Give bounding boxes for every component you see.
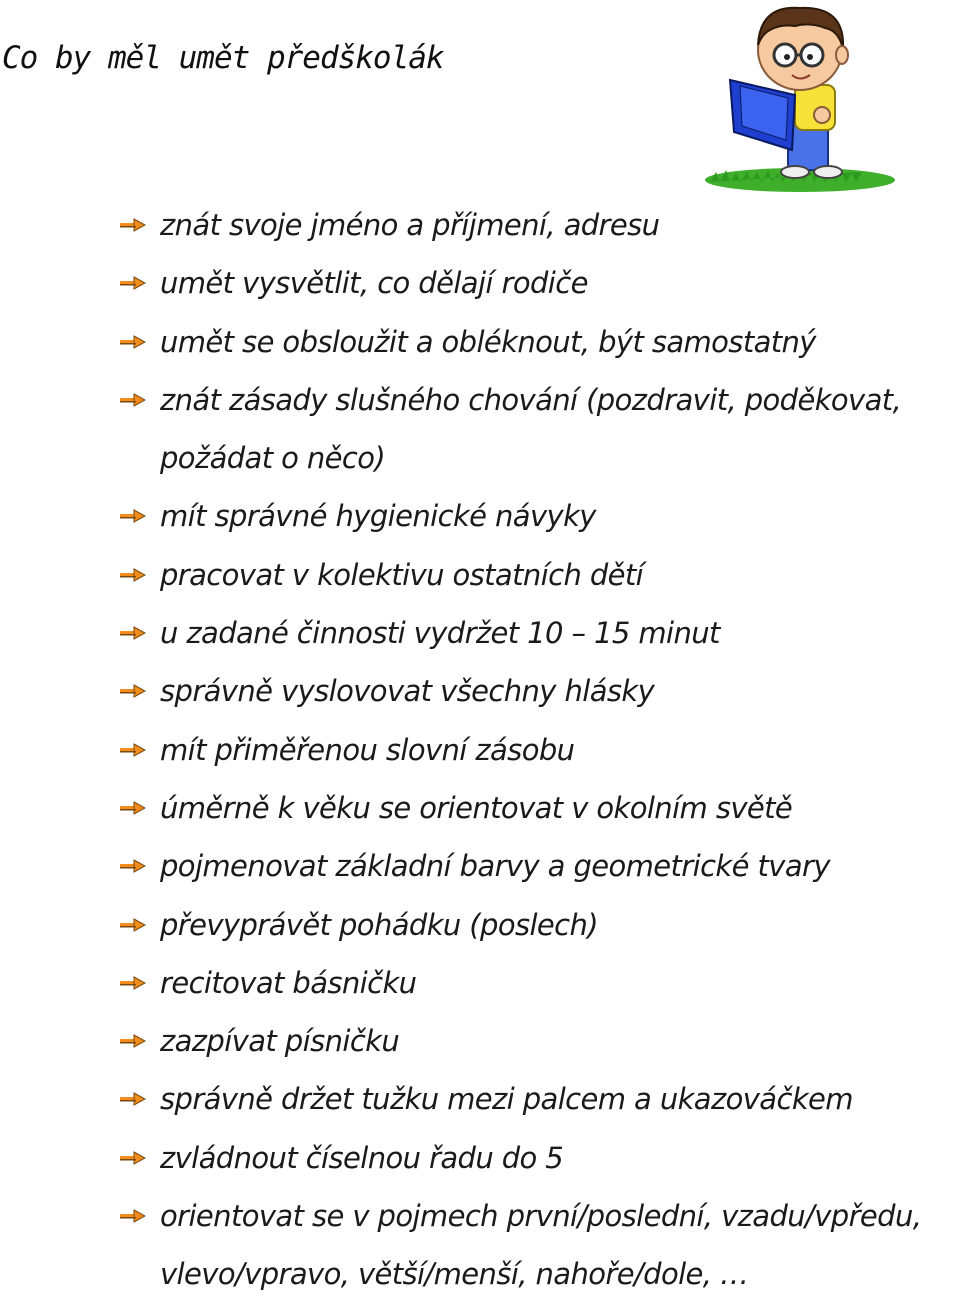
arrow-bullet-icon [120,742,146,758]
list-item-text: mít správné hygienické návyky [160,499,596,534]
list-item-text: umět vysvětlit, co dělají rodiče [160,266,588,301]
list-item [120,313,960,371]
list-item [120,196,960,254]
arrow-bullet-icon [120,334,146,350]
list-item-text: správně vyslovovat všechny hlásky [160,674,655,709]
arrow-bullet-icon [120,1091,146,1107]
arrow-bullet-icon [120,1033,146,1049]
list-item [120,1070,960,1128]
arrow-bullet-icon [120,275,146,291]
arrow-bullet-icon [120,858,146,874]
list-item [120,371,960,488]
list-item [120,837,960,895]
list-item [120,721,960,779]
skills-list [120,196,960,1304]
list-item [120,1129,960,1187]
arrow-bullet-icon [120,392,146,408]
list-item [120,487,960,545]
list-item-text: převyprávět pohádku (poslech) [160,907,599,942]
list-item [120,546,960,604]
arrow-bullet-icon [120,217,146,233]
list-item-text: umět se obsloužit a obléknout, být samostatný [160,324,816,359]
list-item-text: orientovat se v pojmech první/poslední, vzadu/vpředu, [160,1199,922,1234]
list-item [120,604,960,662]
list-item-text-continuation: požádat o něco) [160,441,386,476]
list-item-text: znát zásady slušného chování (pozdravit, poděkovat, [160,382,902,417]
arrow-bullet-icon [120,1150,146,1166]
arrow-bullet-icon [120,1208,146,1224]
arrow-bullet-icon [120,800,146,816]
page-title: Co by měl umět předškolák [2,40,444,76]
list-item [120,662,960,720]
list-item-text: pracovat v kolektivu ostatních dětí [160,557,644,592]
list-item-text: mít přiměřenou slovní zásobu [160,732,575,767]
arrow-bullet-icon [120,567,146,583]
arrow-bullet-icon [120,508,146,524]
list-item-text: úměrně k věku se orientovat v okolním světě [160,790,793,825]
list-item-text-continuation: vlevo/vpravo, větší/menší, nahoře/dole, … [160,1257,749,1292]
list-item-text: znát svoje jméno a příjmení, adresu [160,208,660,242]
list-item [120,1012,960,1070]
list-item [120,254,960,312]
arrow-bullet-icon [120,975,146,991]
list-item [120,954,960,1012]
list-item-text: pojmenovat základní barvy a geometrické tvary [160,849,830,884]
list-item [120,1187,960,1304]
list-item [120,779,960,837]
arrow-bullet-icon [120,625,146,641]
arrow-bullet-icon [120,683,146,699]
list-item-text: zazpívat písničku [160,1024,400,1059]
list-item-text: recitovat básničku [160,965,417,1000]
boy-reading-book-icon [700,0,900,200]
list-item-text: zvládnout číselnou řadu do 5 [160,1140,564,1175]
arrow-bullet-icon [120,917,146,933]
list-item-text: u zadané činnosti vydržet 10 – 15 minut [160,616,720,651]
list-item-text: správně držet tužku mezi palcem a ukazováčkem [160,1082,853,1117]
list-item [120,896,960,954]
